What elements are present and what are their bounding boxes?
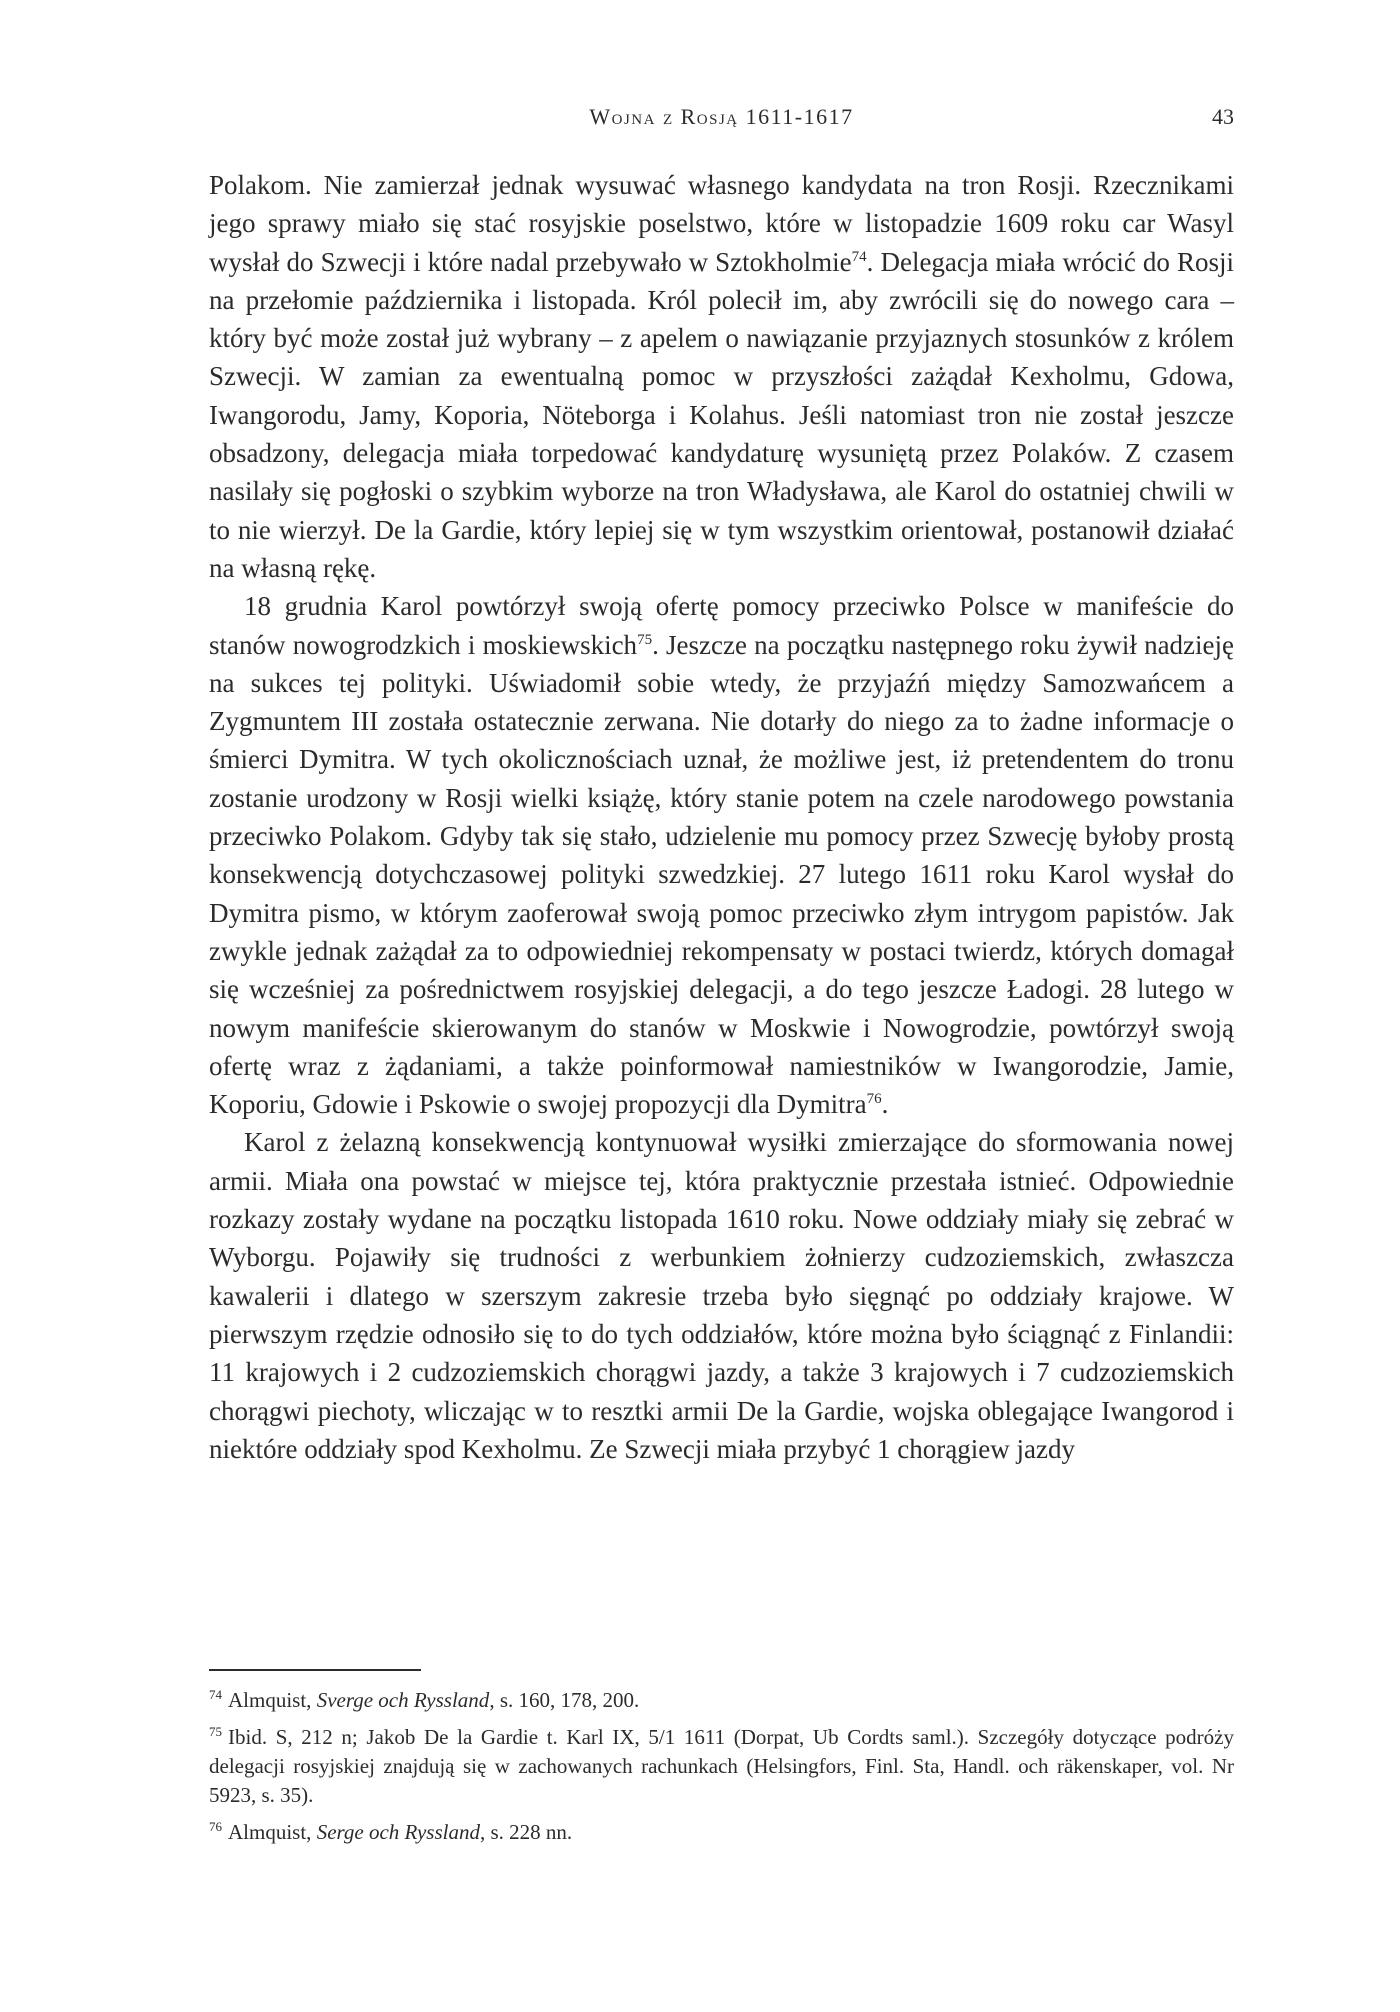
footnote-number: 76: [209, 1819, 222, 1834]
running-title: Wojna z Rosją 1611-1617: [589, 104, 854, 129]
footnote-item: [209, 1686, 1234, 1715]
paragraph-text: Polakom. Nie zamierzał jednak wysuwać własnego kandydata na tron Rosji. Rzecznikami jego sprawy miało się stać rosyjskie poselstwo, które w listopadzie 1609 roku car Wasyl wysłał do Szwecji i które nadal przebywało w Sztokholmie: [209, 170, 1234, 277]
footnote-title: Sverge och Ryssland: [316, 1688, 490, 1712]
footnote-text: Almquist,: [228, 1688, 317, 1712]
footnote-text: Almquist,: [228, 1820, 317, 1844]
main-text: [209, 166, 1234, 1468]
running-head: [209, 104, 1234, 140]
footnote-ref: 75: [637, 631, 653, 648]
paragraph: [209, 1123, 1234, 1468]
footnote-number: 74: [209, 1687, 222, 1702]
footnotes: [209, 1686, 1234, 1855]
footnote-title: Serge och Ryssland: [316, 1820, 480, 1844]
page-number: 43: [1212, 104, 1234, 129]
paragraph: [209, 587, 1234, 1123]
footnote-text: Ibid. S, 212 n; Jakob De la Gardie t. Karl IX, 5/1 1611 (Dorpat, Ub Cordts saml.). Szczegóły dotyczące podróży delegacji rosyjskiej znajdują się w zachowanych rachunkach (Helsingfors, Finl. Sta, Handl. och räkenskaper, vol. Nr 5923, s. 35).: [209, 1725, 1234, 1807]
footnote-number: 75: [209, 1724, 222, 1739]
paragraph-text: .: [881, 1089, 889, 1120]
paragraph: [209, 166, 1234, 587]
footnote-item: [209, 1818, 1234, 1847]
footnote-ref: 76: [866, 1091, 882, 1108]
footnote-text: , s. 160, 178, 200.: [489, 1688, 640, 1712]
paragraph-text: . Delegacja miała wrócić do Rosji na przełomie października i listopada. Król polecił im, aby zwrócili się do nowego cara – który być może został już wybrany – z apelem o nawiązanie przyjaznych stosunków z królem Szwecji. W zamian za ewentualną pomoc w przyszłości zażądał Kexholmu, Gdowa, Iwangorodu, Jamy, Koporia, Nöteborga i Kolahus. Jeśli natomiast tron nie został jeszcze obsadzony, delegacja miała torpedować kandydaturę wysuniętą przez Polaków. Z czasem nasilały się pogłoski o szybkim wyborze na tron Władysława, ale Karol do ostatniej chwili w to nie wierzył. De la Gardie, który lepiej się w tym wszystkim orientował, postanowił działać na własną rękę.: [209, 246, 1234, 583]
footnote-item: [209, 1723, 1234, 1810]
footnote-ref: 74: [851, 248, 867, 265]
footnote-divider: [209, 1669, 421, 1671]
paragraph-text: . Jeszcze na początku następnego roku żywił nadzieję na sukces tej polityki. Uświadomił sobie wtedy, że przyjaźń między Samozwańcem a Zygmuntem III została ostatecznie zerwana. Nie dotarły do niego za to żadne informacje o śmierci Dymitra. W tych okolicznościach uznał, że możliwe jest, iż pretendentem do tronu zostanie urodzony w Rosji wielki książę, który stanie potem na czele narodowego powstania przeciwko Polakom. Gdyby tak się stało, udzielenie mu pomocy przez Szwecję byłoby prostą konsekwencją dotychczasowej polityki szwedzkiej. 27 lutego 1611 roku Karol wysłał do Dymitra pismo, w którym zaoferował swoją pomoc przeciwko złym intrygom papistów. Jak zwykle jednak zażądał za to odpowiedniej rekompensaty w postaci twierdz, których domagał się wcześniej za pośrednictwem rosyjskiej delegacji, a do tego jeszcze Ładogi. 28 lutego w nowym manifeście skierowanym do stanów w Moskwie i Nowogrodzie, powtórzył swoją ofertę wraz z żądaniami, a także poinformował namiestników w Iwangorodzie, Jamie, Koporiu, Gdowie i Pskowie o swojej propozycji dla Dymitra: [209, 629, 1235, 1120]
paragraph-text: Karol z żelazną konsekwencją kontynuował wysiłki zmierzające do sformowania nowej armii. Miała ona powstać w miejsce tej, która praktycznie przestała istnieć. Odpowiednie rozkazy zostały wydane na początku listopada 1610 roku. Nowe oddziały miały się zebrać w Wyborgu. Pojawiły się trudności z werbunkiem żołnierzy cudzoziemskich, zwłaszcza kawalerii i dlatego w szerszym zakresie trzeba było sięgnąć po oddziały krajowe. W pierwszym rzędzie odnosiło się to do tych oddziałów, które można było ściągnąć z Finlandii: 11 krajowych i 2 cudzoziemskich chorągwi jazdy, a także 3 krajowych i 7 cudzoziemskich chorągwi piechoty, wliczając w to resztki armii De la Gardie, wojska oblegające Iwangorod i niektóre oddziały spod Kexholmu. Ze Szwecji miała przybyć 1 chorągiew jazdy: [209, 1127, 1234, 1464]
paragraph-text: 18 grudnia Karol powtórzył swoją ofertę pomocy przeciwko Polsce w manifeście do stanów nowogrodzkich i moskiewskich: [209, 591, 1234, 660]
footnote-text: , s. 228 nn.: [480, 1820, 573, 1844]
